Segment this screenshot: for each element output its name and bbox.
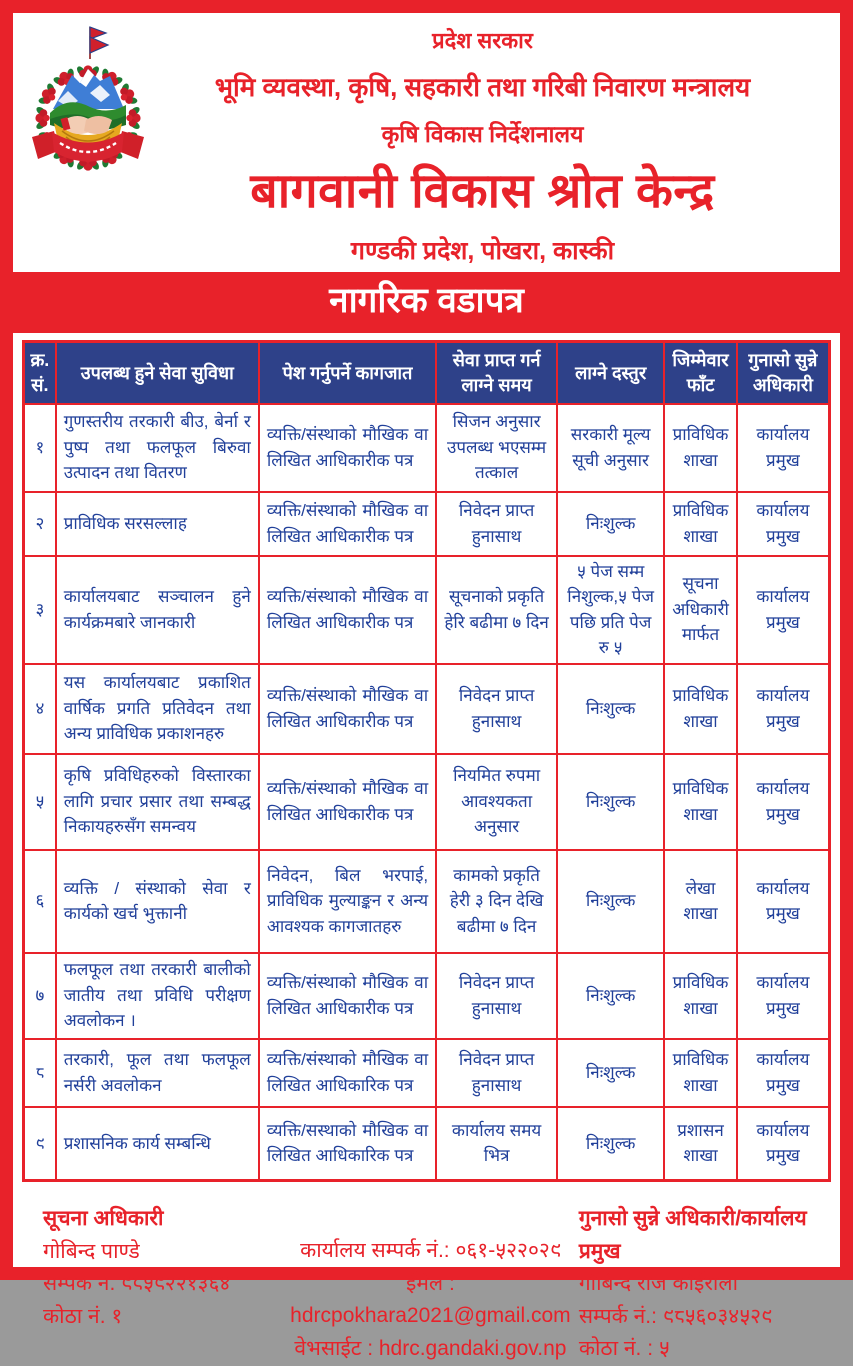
cell-unit: लेखा शाखा <box>664 850 737 953</box>
cell-documents: व्यक्ति/संस्थाको मौखिक वा लिखित आधिकारिक पत्र <box>259 1039 436 1107</box>
cell-unit: प्राविधिक शाखा <box>664 404 737 492</box>
table-row <box>24 664 830 754</box>
spacer <box>282 1203 579 1235</box>
cell-officer: कार्यालय प्रमुख <box>737 1107 830 1181</box>
cell-sn: ९ <box>24 1107 56 1181</box>
info-officer-name: गोबिन्द पाण्डे <box>43 1239 140 1263</box>
col-header-service: उपलब्ध हुने सेवा सुविधा <box>56 342 259 404</box>
cell-officer: कार्यालय प्रमुख <box>737 404 830 492</box>
cell-sn: ५ <box>24 754 56 850</box>
grievance-officer-heading: गुनासो सुन्ने अधिकारी/कार्यालय प्रमुख <box>578 1207 807 1263</box>
cell-documents: व्यक्ति/संस्थाको मौखिक वा लिखित आधिकारीक पत्र <box>259 664 436 754</box>
cell-time: सूचनाको प्रकृति हेरि बढीमा ७ दिन <box>436 556 557 664</box>
directorate-line: कृषि विकास निर्देशनालय <box>381 121 584 147</box>
office-address: गण्डकी प्रदेश, पोखरा, कास्की <box>350 237 615 265</box>
grievance-officer-block <box>579 1203 814 1366</box>
cell-time: सिजन अनुसार उपलब्ध भएसम्म तत्काल <box>436 404 557 492</box>
cell-service: गुणस्तरीय तरकारी बीउ, बेर्ना र पुष्प तथा फलफूल बिरुवा उत्पादन तथा वितरण <box>56 404 259 492</box>
office-email: ईमेल : hdrcpokhara2021@gmail.com <box>290 1271 571 1328</box>
cell-officer: कार्यालय प्रमुख <box>737 556 830 664</box>
cell-officer: कार्यालय प्रमुख <box>737 850 830 953</box>
cell-time: कामको प्रकृति हेरी ३ दिन देखि बढीमा ७ दिन <box>436 850 557 953</box>
cell-fee: निःशुल्क <box>557 850 664 953</box>
office-website: वेभसाईट : hdrc.gandaki.gov.np <box>294 1336 567 1360</box>
emblem-container <box>27 21 155 267</box>
charter-table-container <box>13 333 840 1187</box>
cell-unit: प्रशासन शाखा <box>664 1107 737 1181</box>
cell-fee: ५ पेज सम्म निशुल्क,५ पेज पछि प्रति पेज रु ५ <box>557 556 664 664</box>
charter-table <box>22 340 831 1182</box>
cell-sn: ४ <box>24 664 56 754</box>
cell-fee: निःशुल्क <box>557 1107 664 1181</box>
cell-documents: व्यक्ति/संस्थाको मौखिक वा लिखित आधिकारीक पत्र <box>259 953 436 1039</box>
grievance-officer-contact: सम्पर्क नं.: ९८५६०३४५२९ <box>578 1304 772 1328</box>
table-row <box>24 404 830 492</box>
cell-service: फलफूल तथा तरकारी बालीको जातीय तथा प्रविधि परीक्षण अवलोकन । <box>56 953 259 1039</box>
grievance-officer-room: कोठा नं. : ५ <box>578 1337 670 1361</box>
table-row <box>24 556 830 664</box>
cell-service: व्यक्ति / संस्थाको सेवा र कार्यको खर्च भुक्तानी <box>56 850 259 953</box>
cell-time: निवेदन प्राप्त हुनासाथ <box>436 953 557 1039</box>
cell-officer: कार्यालय प्रमुख <box>737 1039 830 1107</box>
office-phone: कार्यालय सम्पर्क नं.: ०६१-५२२०२९ <box>300 1239 561 1262</box>
cell-fee: निःशुल्क <box>557 754 664 850</box>
charter-banner: नागरिक वडापत्र <box>13 272 840 333</box>
col-header-unit: जिम्मेवार फाँट <box>664 342 737 404</box>
table-row <box>24 1107 830 1181</box>
col-header-officer: गुनासो सुन्ने अधिकारी <box>737 342 830 404</box>
cell-sn: ३ <box>24 556 56 664</box>
cell-officer: कार्यालय प्रमुख <box>737 953 830 1039</box>
table-row <box>24 754 830 850</box>
cell-officer: कार्यालय प्रमुख <box>737 492 830 556</box>
col-header-time: सेवा प्राप्त गर्न लाग्ने समय <box>436 342 557 404</box>
nepal-flag-icon <box>90 27 108 59</box>
cell-sn: १ <box>24 404 56 492</box>
contact-footer <box>13 1187 840 1366</box>
table-row <box>24 953 830 1039</box>
government-line: प्रदेश सरकार <box>432 28 533 53</box>
table-header-row <box>24 342 830 404</box>
cell-time: नियमित रुपमा आवश्यकता अनुसार <box>436 754 557 850</box>
col-header-fee: लाग्ने दस्तुर <box>557 342 664 404</box>
letterhead-text <box>155 21 828 267</box>
cell-unit: प्राविधिक शाखा <box>664 953 737 1039</box>
cell-unit: सूचना अधिकारी मार्फत <box>664 556 737 664</box>
info-officer-room: कोठा नं. १ <box>43 1304 123 1328</box>
info-officer-heading: सूचना अधिकारी <box>43 1207 164 1230</box>
cell-time: कार्यालय समय भित्र <box>436 1107 557 1181</box>
office-contact-block <box>282 1203 579 1366</box>
cell-service: कार्यालयबाट सञ्चालन हुने कार्यक्रमबारे जानकारी <box>56 556 259 664</box>
cell-time: निवेदन प्राप्त हुनासाथ <box>436 664 557 754</box>
cell-fee: निःशुल्क <box>557 664 664 754</box>
table-row <box>24 1039 830 1107</box>
col-header-documents: पेश गर्नुपर्ने कागजात <box>259 342 436 404</box>
cell-documents: व्यक्ति/सस्थाको मौखिक वा लिखित आधिकारिक पत्र <box>259 1107 436 1181</box>
col-header-sn: क्र. सं. <box>24 342 56 404</box>
cell-sn: २ <box>24 492 56 556</box>
cell-fee: सरकारी मूल्य सूची अनुसार <box>557 404 664 492</box>
letterhead <box>13 13 840 267</box>
cell-documents: निवेदन, बिल भरपाई, प्राविधिक मुल्याङ्कन र अन्य आवश्यक कागजातहरु <box>259 850 436 953</box>
cell-sn: ७ <box>24 953 56 1039</box>
cell-documents: व्यक्ति/संस्थाको मौखिक वा लिखित आधिकारीक पत्र <box>259 556 436 664</box>
nepal-government-emblem-icon <box>27 21 149 199</box>
ministry-line: भूमि व्यवस्था, कृषि, सहकारी तथा गरिबी निवारण मन्त्रालय <box>214 72 751 102</box>
cell-time: निवेदन प्राप्त हुनासाथ <box>436 1039 557 1107</box>
cell-fee: निःशुल्क <box>557 953 664 1039</box>
cell-unit: प्राविधिक शाखा <box>664 664 737 754</box>
cell-officer: कार्यालय प्रमुख <box>737 754 830 850</box>
cell-fee: निःशुल्क <box>557 1039 664 1107</box>
cell-service: तरकारी, फूल तथा फलफूल नर्सरी अवलोकन <box>56 1039 259 1107</box>
office-title: बागवानी विकास श्रोत केन्द्र <box>250 165 715 218</box>
table-row <box>24 492 830 556</box>
cell-officer: कार्यालय प्रमुख <box>737 664 830 754</box>
cell-documents: व्यक्ति/संस्थाको मौखिक वा लिखित आधिकारीक पत्र <box>259 404 436 492</box>
cell-service: प्राविधिक सरसल्लाह <box>56 492 259 556</box>
table-row <box>24 850 830 953</box>
cell-documents: व्यक्ति/संस्थाको मौखिक वा लिखित आधिकारीक पत्र <box>259 754 436 850</box>
info-officer-contact: सम्पर्क नं. ९८५९२२१३६४ <box>43 1272 231 1296</box>
cell-sn: ६ <box>24 850 56 953</box>
cell-service: यस कार्यालयबाट प्रकाशित वार्षिक प्रगति प्रतिवेदन तथा अन्य प्राविधिक प्रकाशनहरु <box>56 664 259 754</box>
cell-service: प्रशासनिक कार्य सम्बन्धि <box>56 1107 259 1181</box>
grievance-officer-name: गोबिन्द राज कोईराला <box>578 1272 739 1296</box>
cell-fee: निःशुल्क <box>557 492 664 556</box>
info-officer-block <box>43 1203 282 1366</box>
cell-service: कृषि प्रविधिहरुको विस्तारका लागि प्रचार प्रसार तथा सम्बद्ध निकायहरुसँग समन्वय <box>56 754 259 850</box>
cell-documents: व्यक्ति/संस्थाको मौखिक वा लिखित आधिकारीक पत्र <box>259 492 436 556</box>
cell-time: निवेदन प्राप्त हुनासाथ <box>436 492 557 556</box>
cell-unit: प्राविधिक शाखा <box>664 754 737 850</box>
cell-sn: ८ <box>24 1039 56 1107</box>
cell-unit: प्राविधिक शाखा <box>664 492 737 556</box>
cell-unit: प्राविधिक शाखा <box>664 1039 737 1107</box>
